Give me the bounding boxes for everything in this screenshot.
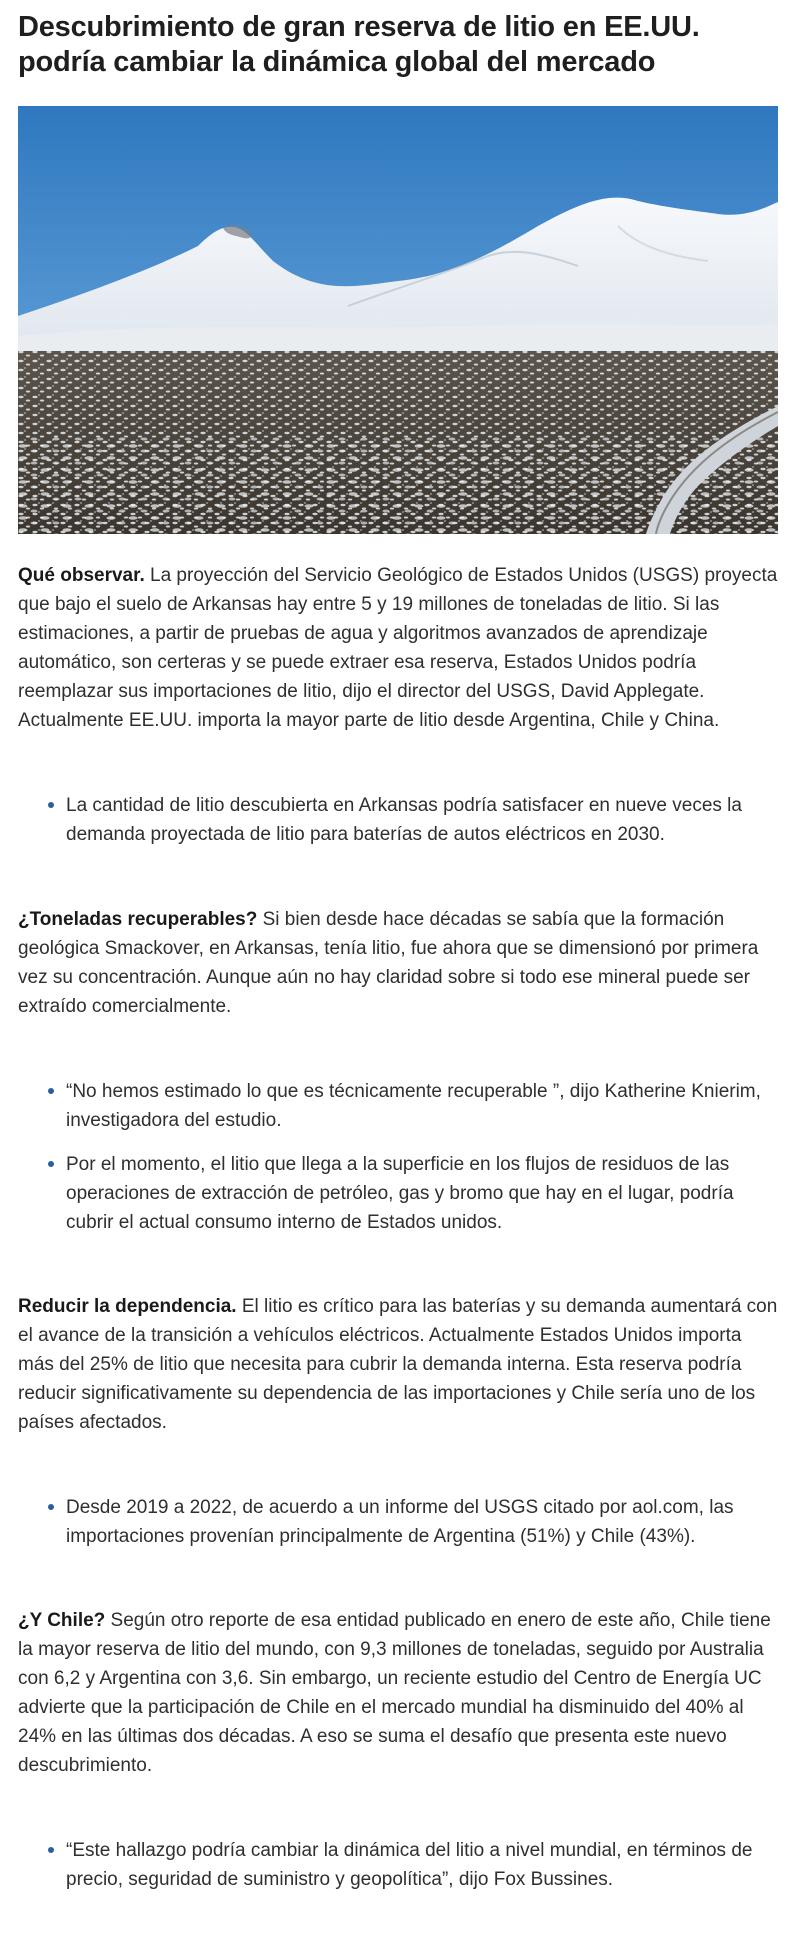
section-reducir-dependencia (18, 1292, 782, 1551)
bullet-item: Por el momento, el litio que llega a la superficie en los flujos de residuos de las operaciones de extracción de petróleo, gas y bromo que hay en el lugar, podría cubrir el actual consumo interno de Estados unidos. (48, 1150, 782, 1237)
bullet-list (18, 1077, 782, 1237)
paragraph (18, 561, 782, 735)
paragraph (18, 1606, 782, 1780)
bullet-item: La cantidad de litio descubierta en Arkansas podría satisfacer en nueve veces la demanda proyectada de litio para baterías de autos eléctricos en 2030. (48, 791, 782, 849)
paragraph-lead: ¿Toneladas recuperables? (18, 909, 258, 930)
bullet-list (18, 791, 782, 849)
hero-image (18, 106, 778, 534)
bullet-item: “No hemos estimado lo que es técnicamente recuperable ”, dijo Katherine Knierim, investigadora del estudio. (48, 1077, 782, 1135)
bullet-item: “Este hallazgo podría cambiar la dinámica del litio a nivel mundial, en términos de precio, seguridad de suministro y geopolítica”, dijo Fox Bussines. (48, 1836, 782, 1894)
paragraph-text: El litio es crítico para las baterías y su demanda aumentará con el avance de la transición a vehículos eléctricos. Actualmente Estados Unidos importa más del 25% de litio que necesita para cubrir la demanda interna. Esta reserva podría reducir significativamente su dependencia de las importaciones y Chile sería uno de los países afectados. (18, 1296, 778, 1433)
paragraph-text: Si bien desde hace décadas se sabía que la formación geológica Smackover, en Arkansas, tenía litio, fue ahora que se dimensionó por primera vez su concentración. Aunque aún no hay claridad sobre si todo ese mineral puede ser extraído comercialmente. (18, 909, 759, 1017)
paragraph (18, 1292, 782, 1437)
paragraph (18, 905, 782, 1021)
paragraph-lead: Qué observar. (18, 565, 145, 586)
bullet-item: Desde 2019 a 2022, de acuerdo a un informe del USGS citado por aol.com, las importaciones provenían principalmente de Argentina (51%) y Chile (43%). (48, 1493, 782, 1551)
article-title: Descubrimiento de gran reserva de litio en EE.UU. podría cambiar la dinámica global del mercado (18, 11, 700, 78)
bullet-list (18, 1836, 782, 1894)
paragraph-text: Según otro reporte de esa entidad publicado en enero de este año, Chile tiene la mayor reserva de litio del mundo, con 9,3 millones de toneladas, seguido por Australia con 6,2 y Argentina con 3,6. Sin embargo, un reciente estudio del Centro de Energía UC advierte que la participación de Chile en el mercado mundial ha disminuido del 40% al 24% en las últimas dos décadas. A eso se suma el desafío que presenta este nuevo descubrimiento. (18, 1610, 771, 1776)
paragraph-text: La proyección del Servicio Geológico de Estados Unidos (USGS) proyecta que bajo el suelo de Arkansas hay entre 5 y 19 millones de toneladas de litio. Si las estimaciones, a partir de pruebas de agua y algoritmos avanzados de aprendizaje automático, son certeras y se puede extraer esa reserva, Estados Unidos podría reemplazar sus importaciones de litio, dijo el director del USGS, David Applegate. Actualmente EE.UU. importa la mayor parte de litio desde Argentina, Chile y China. (18, 565, 778, 731)
section-y-chile (18, 1606, 782, 1894)
paragraph-lead: Reducir la dependencia. (18, 1296, 237, 1317)
paragraph-lead: ¿Y Chile? (18, 1610, 106, 1631)
bullet-list (18, 1493, 782, 1551)
section-que-observar (18, 561, 782, 849)
section-toneladas-recuperables (18, 905, 782, 1237)
